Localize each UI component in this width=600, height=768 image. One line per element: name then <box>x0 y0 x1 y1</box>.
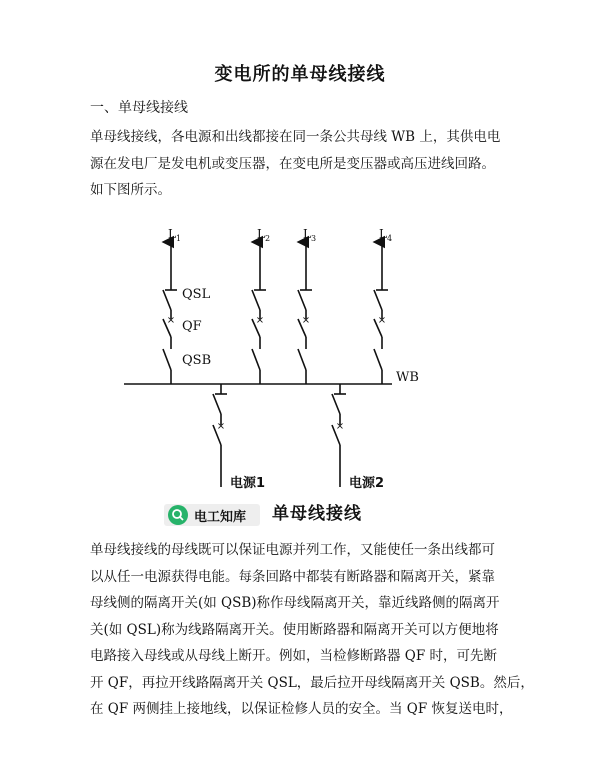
watermark-logo <box>168 505 188 525</box>
figure-caption: 单母线接线 <box>272 504 362 524</box>
paragraph-line: 开 QF，再拉开线路隔离开关 QSL，最后拉开母线隔离开关 QSB。然后， <box>90 674 534 691</box>
paragraph-line: 单母线接线的母线既可以保证电源并列工作，又能使任一条出线都可 <box>90 542 495 558</box>
paragraph-line: 在 QF 两侧挂上接地线，以保证检修人员的安全。当 QF 恢复送电时， <box>90 701 513 717</box>
paragraph-intro <box>90 124 520 204</box>
source-label-2: 电源2 <box>349 476 385 491</box>
breaker-mark: × <box>216 421 226 432</box>
breaker-mark: × <box>377 315 387 326</box>
watermark-brand: 电工知库 <box>194 510 247 525</box>
paragraph-line: 关(如 QSL)称为线路隔离开关。使用断路器和隔离开关可以方便地将 <box>90 621 499 638</box>
bus-label: WB <box>396 370 419 385</box>
paragraph-line: 单母线接线，各电源和出线都接在同一条公共母线 WB 上，其供电电 <box>90 129 501 145</box>
paragraph-line: 母线侧的隔离开关(如 QSB)称作母线隔离开关，靠近线路侧的隔离开 <box>90 595 500 611</box>
paragraph-line: 电路接入母线或从母线上断开。例如，当检修断路器 QF 时，可先断 <box>90 648 498 664</box>
paragraph-line: 如下图所示。 <box>90 182 171 198</box>
breaker-mark: × <box>255 315 265 326</box>
qf-label: QF <box>182 319 202 334</box>
feeder-2 <box>252 242 266 384</box>
single-bus-wiring-diagram <box>120 222 430 500</box>
feeder-label-1: $L_1$ <box>168 227 182 243</box>
feeder-3 <box>298 242 312 384</box>
qsl-label: QSL <box>182 287 211 302</box>
page-title: 变电所的单母线接线 <box>214 64 386 85</box>
source-label-1: 电源1 <box>230 476 266 491</box>
source-2-branch <box>332 384 346 487</box>
feeder-1 <box>163 242 177 384</box>
section-heading: 一、单母线接线 <box>90 100 188 116</box>
paragraph-explanation <box>90 537 534 723</box>
source-1-branch <box>213 384 227 487</box>
feeder-label-4: $L_4$ <box>379 227 393 243</box>
feeder-label-2: $L_2$ <box>257 227 271 243</box>
search-icon <box>168 505 188 525</box>
breaker-mark: × <box>335 421 345 432</box>
qsb-label: QSB <box>182 353 212 368</box>
breaker-mark: × <box>301 315 311 326</box>
feeder-label-3: $L_3$ <box>303 227 317 243</box>
feeder-4 <box>374 242 388 384</box>
paragraph-line: 源在发电厂是发电机或变压器，在变电所是变压器或高压进线回路。 <box>90 155 495 172</box>
breaker-mark: × <box>166 315 176 326</box>
paragraph-line: 以从任一电源获得电能。每条回路中都装有断路器和隔离开关，紧靠 <box>90 568 495 585</box>
